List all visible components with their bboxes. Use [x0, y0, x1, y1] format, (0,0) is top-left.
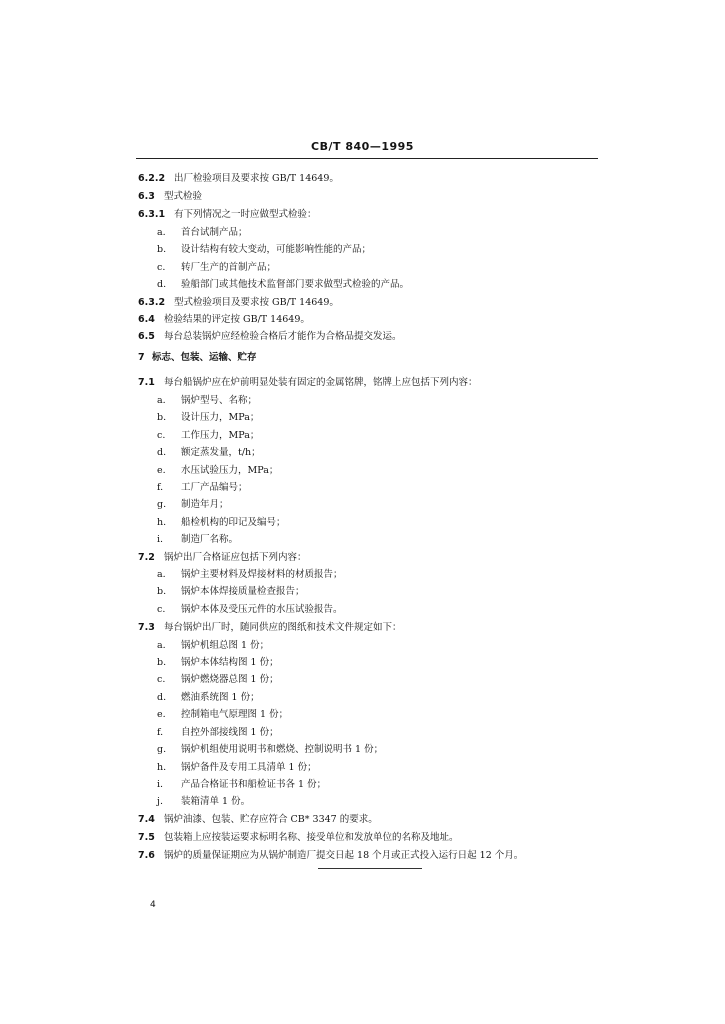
list-item: [157, 227, 248, 239]
clause-text: 设计压力，MPa；: [181, 412, 260, 423]
clause-number: 6.3: [138, 191, 155, 202]
header-divider: [136, 158, 598, 159]
list-item: [157, 262, 276, 274]
clause-number: g.: [157, 499, 167, 510]
clause-text: 锅炉型号、名称；: [181, 395, 258, 406]
clause-text: 锅炉出厂合格证应包括下列内容：: [164, 552, 307, 563]
clause-number: a.: [157, 569, 166, 580]
clause-number: d.: [157, 279, 167, 290]
list-item: [157, 412, 259, 424]
list-item: [157, 604, 343, 616]
clause-text: 锅炉本体结构图 1 份；: [181, 657, 279, 668]
clause-number: j.: [157, 796, 163, 807]
clause-line: [138, 552, 307, 564]
clause-number: i.: [157, 534, 164, 545]
clause-number: a.: [157, 395, 166, 406]
clause-number: b.: [157, 412, 167, 423]
list-item: [157, 244, 371, 256]
clause-number: d.: [157, 447, 167, 458]
clause-line: [138, 314, 310, 326]
section-heading: [138, 352, 257, 364]
clause-text: 燃油系统图 1 份；: [181, 692, 260, 703]
clause-line: [138, 814, 378, 826]
clause-text: 锅炉的质量保证期应为从锅炉制造厂提交日起 18 个月或正式投入运行日起 12 个月。: [164, 850, 524, 861]
clause-text: 型式检验项目及要求按 GB/T 14649。: [174, 297, 339, 308]
clause-text: 设计结构有较大变动，可能影响性能的产品；: [181, 244, 372, 255]
list-item: [157, 674, 279, 686]
clause-text: 锅炉机组总图 1 份；: [181, 640, 270, 651]
list-item: [157, 796, 250, 808]
clause-number: 6.3.2: [138, 297, 166, 308]
clause-number: c.: [157, 430, 166, 441]
list-item: [157, 534, 238, 546]
list-item: [157, 727, 279, 739]
clause-text: 产品合格证书和船检证书各 1 份；: [181, 779, 327, 790]
clause-text: 出厂检验项目及要求按 GB/T 14649。: [174, 173, 339, 184]
list-item: [157, 709, 288, 721]
clause-text: 制造厂名称。: [181, 534, 239, 545]
clause-number: 7: [138, 352, 145, 363]
clause-text: 有下列情况之一时应做型式检验：: [174, 209, 317, 220]
list-item: [157, 586, 305, 598]
clause-text: 锅炉本体焊接质量检查报告；: [181, 586, 305, 597]
clause-number: a.: [157, 227, 166, 238]
clause-text: 船检机构的印记及编号；: [181, 517, 286, 528]
clause-text: 装箱清单 1 份。: [181, 796, 251, 807]
clause-text: 包装箱上应按装运要求标明名称、接受单位和发放单位的名称及地址。: [164, 832, 459, 843]
list-item: [157, 692, 260, 704]
list-item: [157, 640, 269, 652]
list-item: [157, 517, 286, 529]
clause-line: [138, 191, 202, 203]
clause-number: b.: [157, 244, 167, 255]
clause-number: 6.5: [138, 331, 155, 342]
list-item: [157, 744, 383, 756]
clause-number: 7.5: [138, 832, 155, 843]
clause-number: 7.4: [138, 814, 155, 825]
clause-text: 型式检验: [164, 191, 203, 202]
clause-number: c.: [157, 262, 166, 273]
clause-number: c.: [157, 674, 166, 685]
clause-number: e.: [157, 709, 166, 720]
clause-number: f.: [157, 482, 164, 493]
clause-number: f.: [157, 727, 164, 738]
clause-text: 首台试制产品；: [181, 227, 248, 238]
list-item: [157, 779, 326, 791]
clause-text: 控制箱电气原理图 1 份；: [181, 709, 289, 720]
clause-number: b.: [157, 657, 167, 668]
clause-text: 锅炉主要材料及焊接材料的材质报告；: [181, 569, 343, 580]
clause-number: e.: [157, 465, 166, 476]
clause-line: [138, 297, 339, 309]
clause-line: [138, 850, 523, 862]
clause-number: a.: [157, 640, 166, 651]
clause-number: 6.3.1: [138, 209, 166, 220]
clause-text: 自控外部接线图 1 份；: [181, 727, 279, 738]
clause-text: 每台船锅炉应在炉前明显处装有固定的金属铭牌，铭牌上应包括下列内容：: [164, 377, 478, 388]
clause-line: [138, 622, 402, 634]
clause-text: 制造年月；: [181, 499, 229, 510]
clause-text: 检验结果的评定按 GB/T 14649。: [164, 314, 310, 325]
clause-text: 工厂产品编号；: [181, 482, 248, 493]
clause-number: h.: [157, 517, 167, 528]
clause-text: 标志、包装、运输、贮存: [152, 352, 257, 363]
clause-line: [138, 331, 402, 343]
clause-number: 7.2: [138, 552, 155, 563]
page-number: 4: [150, 900, 156, 910]
list-item: [157, 430, 259, 442]
clause-number: h.: [157, 762, 167, 773]
clause-line: [138, 173, 339, 185]
clause-line: [138, 377, 478, 389]
clause-number: g.: [157, 744, 167, 755]
list-item: [157, 465, 278, 477]
end-divider: [318, 868, 422, 869]
clause-text: 锅炉备件及专用工具清单 1 份；: [181, 762, 317, 773]
clause-number: d.: [157, 692, 167, 703]
list-item: [157, 447, 261, 459]
list-item: [157, 569, 343, 581]
clause-text: 每台总装锅炉应经检验合格后才能作为合格品提交发运。: [164, 331, 402, 342]
clause-text: 锅炉本体及受压元件的水压试验报告。: [181, 604, 343, 615]
clause-line: [138, 832, 459, 844]
clause-text: 锅炉机组使用说明书和燃烧、控制说明书 1 份；: [181, 744, 384, 755]
clause-number: b.: [157, 586, 167, 597]
clause-number: 6.4: [138, 314, 155, 325]
clause-text: 转厂生产的首制产品；: [181, 262, 277, 273]
list-item: [157, 395, 257, 407]
clause-number: c.: [157, 604, 166, 615]
standard-code-header: CB/T 840—1995: [311, 140, 414, 153]
list-item: [157, 482, 248, 494]
list-item: [157, 762, 317, 774]
clause-text: 水压试验压力，MPa；: [181, 465, 279, 476]
clause-number: i.: [157, 779, 164, 790]
list-item: [157, 499, 229, 511]
clause-text: 额定蒸发量，t/h；: [181, 447, 261, 458]
clause-number: 7.1: [138, 377, 155, 388]
clause-text: 锅炉油漆、包装、贮存应符合 CB* 3347 的要求。: [164, 814, 378, 825]
clause-text: 验船部门或其他技术监督部门要求做型式检验的产品。: [181, 279, 410, 290]
clause-line: [138, 209, 317, 221]
clause-text: 锅炉燃烧器总图 1 份；: [181, 674, 279, 685]
clause-number: 7.6: [138, 850, 155, 861]
list-item: [157, 657, 279, 669]
list-item: [157, 279, 409, 291]
clause-text: 每台锅炉出厂时，随同供应的图纸和技术文件规定如下：: [164, 622, 402, 633]
clause-text: 工作压力，MPa；: [181, 430, 260, 441]
clause-number: 6.2.2: [138, 173, 166, 184]
clause-number: 7.3: [138, 622, 155, 633]
